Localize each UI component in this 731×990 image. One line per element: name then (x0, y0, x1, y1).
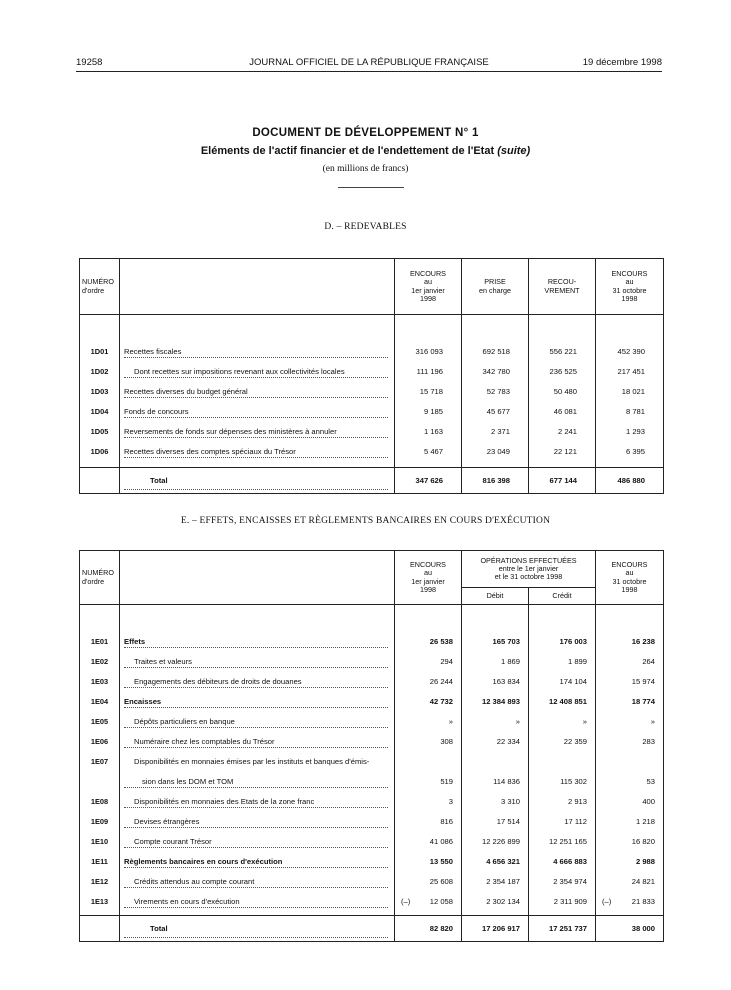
header-credit: Crédit (529, 588, 596, 605)
total-row (80, 468, 664, 494)
cell-value: 2 354 974 (529, 871, 596, 891)
cell-value: 114 836 (462, 771, 529, 791)
cell-value: 283 (596, 731, 664, 751)
cell-value: 400 (596, 791, 664, 811)
table-row (80, 691, 664, 711)
cell-value: 22 359 (529, 731, 596, 751)
header-numero: NUMÉRO d'ordre (80, 551, 120, 605)
cell-value: 111 196 (395, 361, 462, 381)
row-label: Recettes diverses du budget général (124, 386, 248, 396)
cell-value: 2 913 (529, 791, 596, 811)
cell-value: 26 244 (395, 671, 462, 691)
cell-value: 2 311 909 (529, 891, 596, 911)
effets-table (79, 550, 664, 942)
table-row (80, 891, 664, 911)
row-label: Effets (124, 636, 146, 646)
header-debit: Débit (462, 588, 529, 605)
table-row-continuation (80, 771, 664, 791)
total-value: 17 251 737 (529, 916, 596, 942)
table-row (80, 811, 664, 831)
header-blank (120, 551, 395, 605)
table-row (80, 751, 664, 771)
cell-value: 1 163 (395, 421, 462, 441)
cell-value: 22 334 (462, 731, 529, 751)
cell-value: 12 251 165 (529, 831, 596, 851)
row-code: 1E13 (80, 891, 120, 911)
cell-value: 2 241 (529, 421, 596, 441)
row-code: 1E01 (80, 631, 120, 651)
journal-title: JOURNAL OFFICIEL DE LA RÉPUBLIQUE FRANÇAISE (249, 57, 489, 68)
row-code: 1E08 (80, 791, 120, 811)
cell-value: 519 (395, 771, 462, 791)
table-row (80, 421, 664, 441)
header-numero: NUMÉRO d'ordre (80, 259, 120, 315)
cell-value: 41 086 (395, 831, 462, 851)
negative-sign: (–) (401, 896, 411, 906)
table-row (80, 871, 664, 891)
cell-value: » (596, 711, 664, 731)
table-row (80, 831, 664, 851)
cell-value: 12 058 (429, 896, 453, 906)
total-label: Total (150, 924, 168, 933)
row-label: Disponibilités en monnaies des Etats de la zone franc (134, 796, 315, 806)
total-value: 486 880 (596, 468, 664, 494)
cell-value: 16 238 (596, 631, 664, 651)
table-row (80, 341, 664, 361)
header-operations: OPÉRATIONS EFFECTUÉES entre le 1er janvier et le 31 octobre 1998 (462, 551, 596, 588)
cell-value: 294 (395, 651, 462, 671)
cell-value: 26 538 (395, 631, 462, 651)
cell-value: 22 121 (529, 441, 596, 461)
cell-value: 5 467 (395, 441, 462, 461)
row-code: 1E05 (80, 711, 120, 731)
cell-value: 165 703 (462, 631, 529, 651)
document-title: DOCUMENT DE DÉVELOPPEMENT N° 1 (252, 127, 479, 139)
row-code: 1E09 (80, 811, 120, 831)
cell-value: 18 021 (596, 381, 664, 401)
cell-value: 50 480 (529, 381, 596, 401)
cell-value: 9 185 (395, 401, 462, 421)
row-label: Compte courant Trésor (134, 836, 212, 846)
row-code: 1E12 (80, 871, 120, 891)
table-row (80, 631, 664, 651)
cell-value: 17 112 (529, 811, 596, 831)
cell-value: 46 081 (529, 401, 596, 421)
row-code: 1E02 (80, 651, 120, 671)
table-row (80, 401, 664, 421)
row-label: Engagements des débiteurs de droits de douanes (134, 676, 302, 686)
cell-value: 452 390 (596, 341, 664, 361)
cell-value: 2 302 134 (462, 891, 529, 911)
cell-value: 12 384 893 (462, 691, 529, 711)
total-value: 347 626 (395, 468, 462, 494)
cell-value: 21 833 (631, 896, 655, 906)
cell-value: 15 718 (395, 381, 462, 401)
cell-value: 1 218 (596, 811, 664, 831)
table-row (80, 731, 664, 751)
cell-value: 15 974 (596, 671, 664, 691)
page-number: 19258 (76, 57, 103, 68)
cell-value: 45 677 (462, 401, 529, 421)
header-encours-fin: ENCOURS au 31 octobre 1998 (596, 551, 664, 605)
row-label: Reversements de fonds sur dépenses des ministères à annuler (124, 426, 337, 436)
cell-value: 342 780 (462, 361, 529, 381)
table-row (80, 361, 664, 381)
cell-value: » (529, 711, 596, 731)
negative-sign: (–) (602, 896, 612, 906)
row-code: 1E10 (80, 831, 120, 851)
cell-value: 176 003 (529, 631, 596, 651)
header-prise-en-charge: PRISE en charge (462, 259, 529, 315)
cell-value: 53 (596, 771, 664, 791)
cell-value: 16 820 (596, 831, 664, 851)
row-code: 1D03 (80, 381, 120, 401)
total-value: 82 820 (395, 916, 462, 942)
cell-value: 17 514 (462, 811, 529, 831)
total-label: Total (150, 476, 168, 485)
header-encours-debut: ENCOURS au 1er janvier 1998 (395, 259, 462, 315)
cell-value: 42 732 (395, 691, 462, 711)
section-d-title: D. – REDEVABLES (324, 222, 407, 232)
redevables-table (79, 258, 664, 494)
row-label: Numéraire chez les comptables du Trésor (134, 736, 275, 746)
cell-value: 217 451 (596, 361, 664, 381)
row-label: Virements en cours d'exécution (134, 896, 240, 906)
table-row (80, 441, 664, 461)
cell-value: 24 821 (596, 871, 664, 891)
table-row (80, 651, 664, 671)
total-value: 17 206 917 (462, 916, 529, 942)
cell-value: 23 049 (462, 441, 529, 461)
row-label-continued: sion dans les DOM et TOM (142, 776, 234, 786)
cell-value: 1 293 (596, 421, 664, 441)
header-blank (120, 259, 395, 315)
total-value: 816 398 (462, 468, 529, 494)
table-header-row (80, 551, 664, 588)
row-code: 1E07 (80, 751, 120, 771)
table-row (80, 671, 664, 691)
row-code: 1D06 (80, 441, 120, 461)
cell-value: 3 (395, 791, 462, 811)
cell-value: 308 (395, 731, 462, 751)
cell-value: 316 093 (395, 341, 462, 361)
row-code: 1D02 (80, 361, 120, 381)
cell-value: 4 656 321 (462, 851, 529, 871)
row-code: 1E11 (80, 851, 120, 871)
cell-value: 8 781 (596, 401, 664, 421)
cell-value: » (462, 711, 529, 731)
row-label: Dépôts particuliers en banque (134, 716, 235, 726)
cell-value: 13 550 (395, 851, 462, 871)
table-row (80, 851, 664, 871)
total-value: 38 000 (596, 916, 664, 942)
cell-value: 1 899 (529, 651, 596, 671)
row-label: Fonds de concours (124, 406, 189, 416)
header-rule (76, 71, 662, 72)
row-code: 1D01 (80, 341, 120, 361)
cell-value: 692 518 (462, 341, 529, 361)
row-code: 1D05 (80, 421, 120, 441)
page-header (76, 57, 662, 71)
cell-value: 174 104 (529, 671, 596, 691)
cell-value: 115 302 (529, 771, 596, 791)
row-code: 1E06 (80, 731, 120, 751)
cell-value: 2 354 187 (462, 871, 529, 891)
cell-value: 25 608 (395, 871, 462, 891)
issue-date: 19 décembre 1998 (582, 57, 662, 68)
row-code: 1E04 (80, 691, 120, 711)
table-header-row (80, 259, 664, 315)
document-subtitle: Eléments de l'actif financier et de l'endettement de l'Etat (suite) (200, 145, 531, 157)
title-divider (338, 187, 404, 188)
row-label: Devises étrangères (134, 816, 200, 826)
row-label: Crédits attendus au compte courant (134, 876, 255, 886)
cell-value: 556 221 (529, 341, 596, 361)
cell-value: 2 988 (596, 851, 664, 871)
row-code: 1D04 (80, 401, 120, 421)
units-note: (en millions de francs) (322, 164, 409, 174)
row-label: Règlements bancaires en cours d'exécution (124, 856, 283, 866)
section-e-title: E. – EFFETS, ENCAISSES ET RÈGLEMENTS BANCAIRES EN COURS D'EXÉCUTION (180, 516, 551, 526)
cell-value: 1 869 (462, 651, 529, 671)
cell-value: 4 666 883 (529, 851, 596, 871)
row-label: Recettes fiscales (124, 346, 182, 356)
cell-value: 3 310 (462, 791, 529, 811)
total-row (80, 916, 664, 942)
table-row (80, 381, 664, 401)
row-label: Encaisses (124, 696, 162, 706)
row-label: Disponibilités en monnaies émises par les instituts et banques d'émis- (134, 756, 370, 766)
row-label: Dont recettes sur impositions revenant aux collectivités locales (134, 366, 345, 376)
row-label: Recettes diverses des comptes spéciaux du Trésor (124, 446, 296, 456)
cell-value: 816 (395, 811, 462, 831)
total-value: 677 144 (529, 468, 596, 494)
cell-value: 236 525 (529, 361, 596, 381)
cell-value: 264 (596, 651, 664, 671)
row-label: Traites et valeurs (134, 656, 192, 666)
cell-value: 18 774 (596, 691, 664, 711)
cell-value: 6 395 (596, 441, 664, 461)
header-recouvrement: RECOU- VREMENT (529, 259, 596, 315)
header-encours-debut: ENCOURS au 1er janvier 1998 (395, 551, 462, 605)
row-code: 1E03 (80, 671, 120, 691)
cell-value: 12 408 851 (529, 691, 596, 711)
cell-value: 12 226 899 (462, 831, 529, 851)
cell-value: 163 834 (462, 671, 529, 691)
cell-value: 2 371 (462, 421, 529, 441)
cell-value: 52 783 (462, 381, 529, 401)
cell-value: » (395, 711, 462, 731)
header-encours-fin: ENCOURS au 31 octobre 1998 (596, 259, 664, 315)
table-row (80, 711, 664, 731)
table-row (80, 791, 664, 811)
